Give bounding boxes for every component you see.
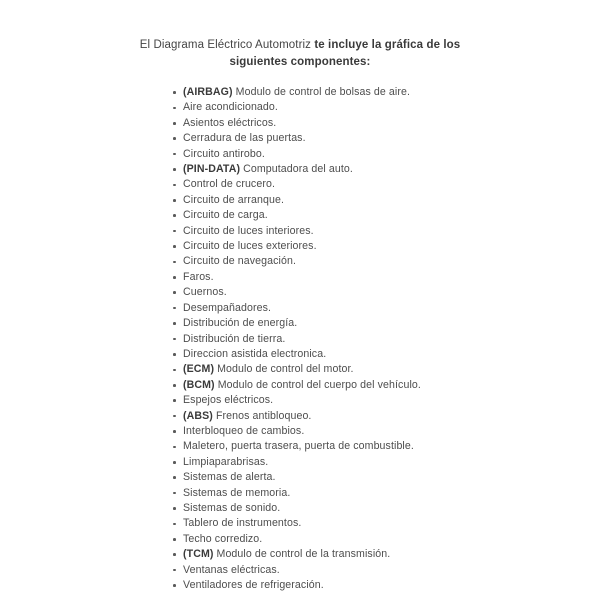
- item-text: Sistemas de alerta.: [183, 471, 276, 484]
- list-item: [183, 516, 600, 531]
- item-text: Circuito de luces interiores.: [183, 224, 314, 237]
- list-item: [183, 162, 600, 177]
- list-item: [183, 147, 600, 162]
- list-item: [183, 301, 600, 316]
- item-text: Techo corredizo.: [183, 532, 263, 545]
- item-text: Circuito de luces exteriores.: [183, 240, 317, 253]
- item-text: Espejos eléctricos.: [183, 394, 274, 407]
- title-regular-part: El Diagrama Eléctrico Automotriz: [139, 39, 315, 51]
- list-item: [183, 470, 600, 485]
- list-item: [183, 254, 600, 269]
- item-text: Circuito de arranque.: [183, 193, 285, 206]
- list-item: [183, 439, 600, 454]
- list-item: [183, 424, 600, 439]
- list-item: [183, 393, 600, 408]
- list-item: [183, 486, 600, 501]
- item-prefix: (PIN-DATA): [183, 163, 241, 176]
- item-text: Modulo de control del motor.: [217, 363, 354, 376]
- item-text: Interbloqueo de cambios.: [183, 424, 305, 437]
- item-text: Modulo de control de la transmisión.: [216, 548, 391, 561]
- item-text: Sistemas de sonido.: [183, 501, 281, 514]
- list-item: [183, 501, 600, 516]
- item-prefix: (AIRBAG): [183, 86, 233, 98]
- list-item: [183, 378, 600, 393]
- list-item: [183, 239, 600, 254]
- item-text: Cerradura de las puertas.: [183, 132, 306, 145]
- list-item: [183, 193, 600, 208]
- item-text: Computadora del auto.: [243, 163, 353, 176]
- item-text: Distribución de energía.: [183, 317, 298, 330]
- item-text: Circuito de carga.: [183, 209, 268, 222]
- item-text: Control de crucero.: [183, 178, 275, 191]
- list-item: [183, 347, 600, 362]
- item-text: Faros.: [183, 270, 214, 283]
- list-item: [183, 547, 600, 562]
- item-text: Limpiaparabrisas.: [183, 455, 269, 468]
- item-prefix: (TCM): [183, 548, 214, 561]
- item-text: Distribución de tierra.: [183, 332, 286, 345]
- list-item: [183, 270, 600, 285]
- item-text: Direccion asistida electronica.: [183, 347, 327, 360]
- list-item: [183, 85, 600, 100]
- item-prefix: (ECM): [183, 363, 215, 376]
- list-item: [183, 332, 600, 347]
- item-text: Ventanas eléctricas.: [183, 563, 280, 576]
- item-prefix: (BCM): [183, 378, 215, 391]
- list-item: [183, 100, 600, 115]
- item-text: Cuernos.: [183, 286, 227, 299]
- item-text: Circuito de navegación.: [183, 255, 297, 268]
- item-text: Circuito antirobo.: [183, 147, 265, 160]
- list-item: [183, 131, 600, 146]
- item-text: Sistemas de memoria.: [183, 486, 291, 499]
- list-item: [183, 177, 600, 192]
- item-text: Tablero de instrumentos.: [183, 517, 302, 530]
- item-text: Desempañadores.: [183, 301, 272, 314]
- item-text: Frenos antibloqueo.: [215, 409, 312, 422]
- item-text: Maletero, puerta trasera, puerta de combustible.: [183, 440, 414, 453]
- list-item: [183, 532, 600, 547]
- list-item: [183, 409, 600, 424]
- list-item: [183, 316, 600, 331]
- item-text: Modulo de control del cuerpo del vehículo.: [217, 378, 421, 391]
- item-text: Modulo de control de bolsas de aire.: [235, 86, 411, 98]
- page-title: [110, 37, 490, 70]
- item-text: Asientos eléctricos.: [183, 116, 277, 129]
- list-item: [183, 224, 600, 239]
- list-item: [183, 208, 600, 223]
- list-item: [183, 285, 600, 300]
- list-item: [183, 578, 600, 593]
- list-item: [183, 563, 600, 578]
- list-item: [183, 455, 600, 470]
- item-text: Ventiladores de refrigeración.: [183, 579, 324, 591]
- title-bold-part: te incluye la gráfica de los siguientes componentes:: [229, 39, 461, 68]
- item-text: Aire acondicionado.: [183, 101, 278, 114]
- list-item: [183, 116, 600, 131]
- list-item: [183, 362, 600, 377]
- item-prefix: (ABS): [183, 409, 213, 422]
- component-list: [0, 85, 600, 593]
